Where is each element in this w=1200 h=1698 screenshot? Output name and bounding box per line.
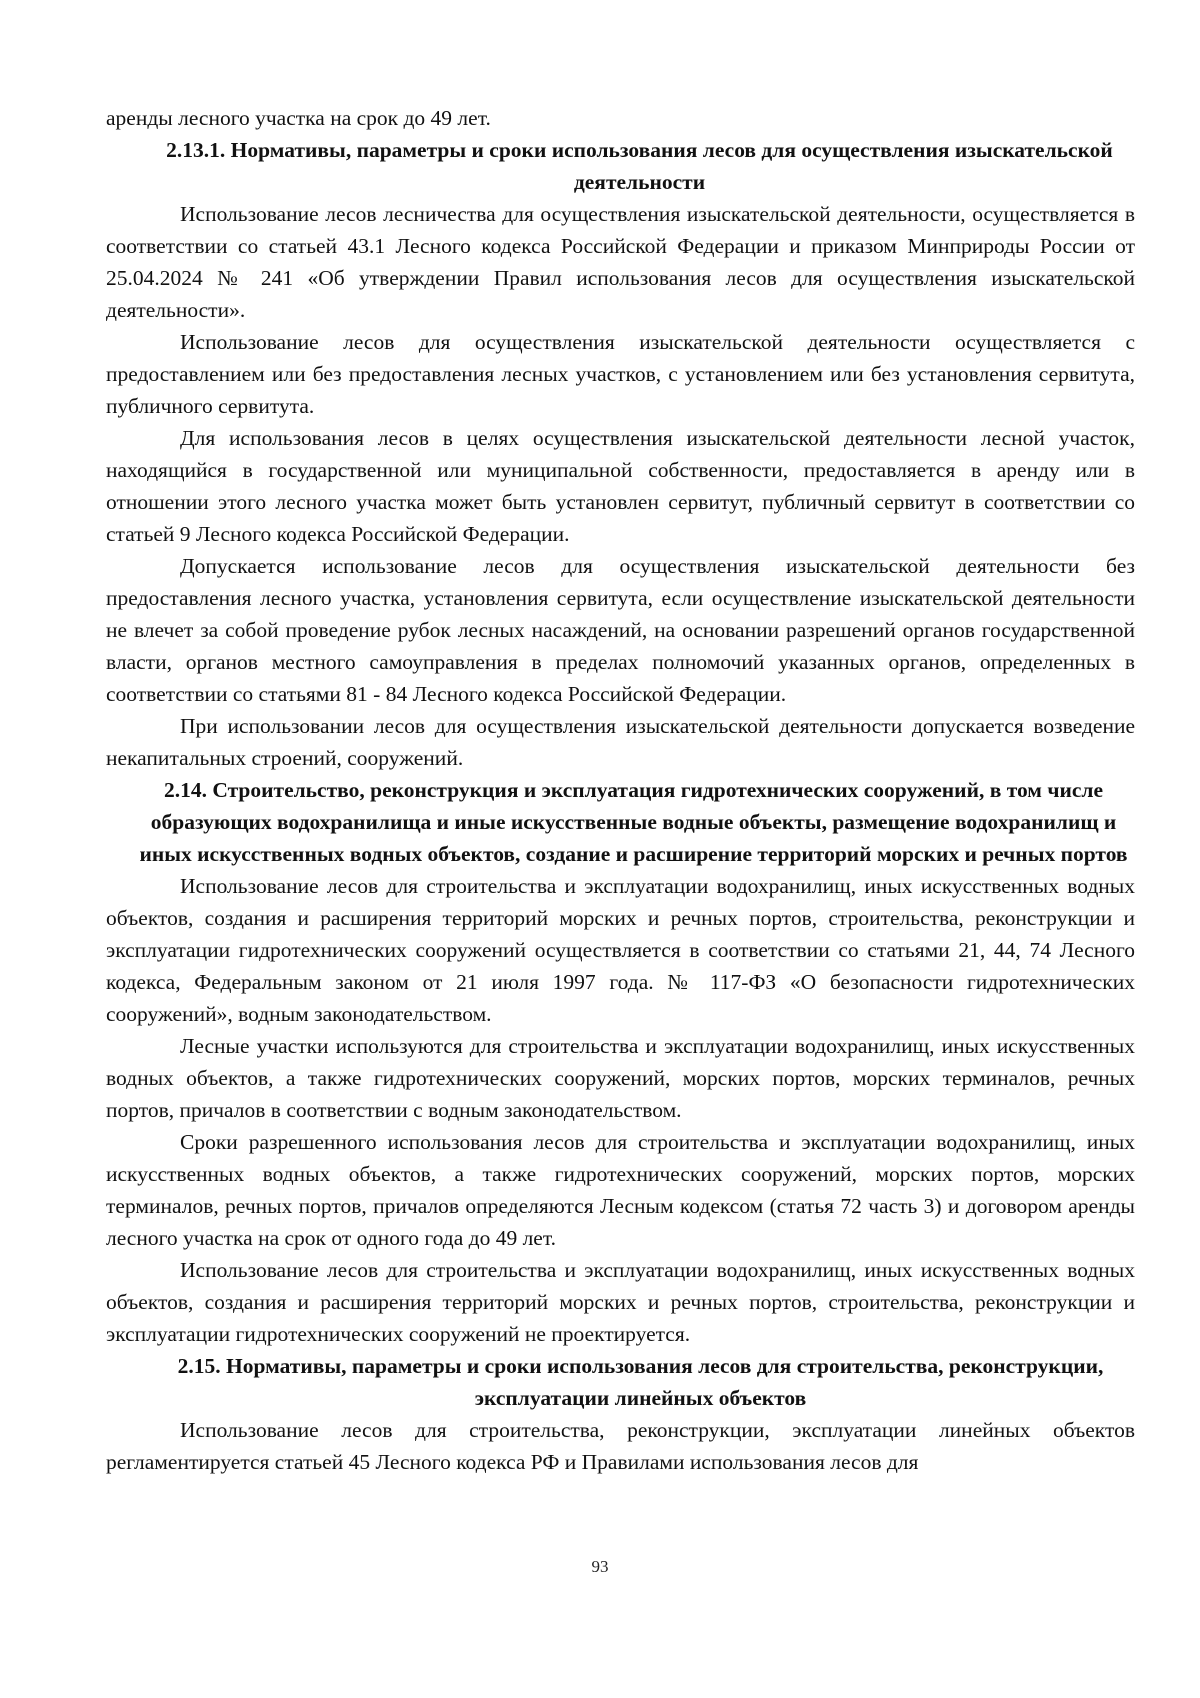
- page-number: 93: [591, 1557, 609, 1576]
- paragraph: Использование лесов для строительства, реконструкции, эксплуатации линейных объектов регламентируется статьей 45 Лесного кодекса РФ и Правилами использования лесов для: [106, 1418, 1135, 1474]
- continuation-line: аренды лесного участка на срок до 49 лет.: [106, 106, 491, 130]
- paragraph: Использование лесов лесничества для осуществления изыскательской деятельности, осуществляется в соответствии со статьей 43.1 Лесного кодекса Российской Федерации и приказом Минприроды России от 25.04.2024 № 241 «Об утверждении Правил использования лесов для осуществления изыскательской деятельности».: [106, 202, 1135, 322]
- section-heading-2-13-1: [106, 134, 1135, 198]
- paragraph: При использовании лесов для осуществления изыскательской деятельности допускается возведение некапитальных строений, сооружений.: [106, 714, 1135, 770]
- document-body: [106, 102, 1135, 1478]
- section-heading-2-13-1-text: 2.13.1. Нормативы, параметры и сроки использования лесов для осуществления изыскательской деятельности: [166, 138, 1113, 194]
- section-heading-2-14: [106, 774, 1135, 870]
- section-heading-2-14-text: 2.14. Строительство, реконструкция и эксплуатация гидротехнических сооружений, в том числе образующих водохранилища и иные искусственные водные объекты, размещение водохранилищ и иных искусственных водных объектов, создание и расширение территорий морских и речных портов: [139, 778, 1128, 866]
- paragraph: Для использования лесов в целях осуществления изыскательской деятельности лесной участок, находящийся в государственной или муниципальной собственности, предоставляется в аренду или в отношении этого лесного участка может быть установлен сервитут, публичный сервитут в соответствии со статьей 9 Лесного кодекса Российской Федерации.: [106, 426, 1135, 546]
- paragraph: Допускается использование лесов для осуществления изыскательской деятельности без предоставления лесного участка, установления сервитута, если осуществление изыскательской деятельности не влечет за собой проведение рубок лесных насаждений, на основании разрешений органов государственной власти, органов местного самоуправления в пределах полномочий указанных органов, определенных в соответствии со статьями 81 - 84 Лесного кодекса Российской Федерации.: [106, 554, 1135, 706]
- paragraph: Использование лесов для осуществления изыскательской деятельности осуществляется с предоставлением или без предоставления лесных участков, с установлением или без установления сервитута, публичного сервитута.: [106, 330, 1135, 418]
- paragraph: Использование лесов для строительства и эксплуатации водохранилищ, иных искусственных водных объектов, создания и расширения территорий морских и речных портов, строительства, реконструкции и эксплуатации гидротехнических сооружений осуществляется в соответствии со статьями 21, 44, 74 Лесного кодекса, Федеральным законом от 21 июля 1997 года. № 117-ФЗ «О безопасности гидротехнических сооружений», водным законодательством.: [106, 874, 1135, 1026]
- paragraph: Сроки разрешенного использования лесов для строительства и эксплуатации водохранилищ, иных искусственных водных объектов, а также гидротехнических сооружений, морских портов, морских терминалов, речных портов, причалов определяются Лесным кодексом (статья 72 часть 3) и договором аренды лесного участка на срок от одного года до 49 лет.: [106, 1130, 1135, 1250]
- paragraph: Использование лесов для строительства и эксплуатации водохранилищ, иных искусственных водных объектов, создания и расширения территорий морских и речных портов, строительства, реконструкции и эксплуатации гидротехнических сооружений не проектируется.: [106, 1258, 1135, 1346]
- paragraph: Лесные участки используются для строительства и эксплуатации водохранилищ, иных искусственных водных объектов, а также гидротехнических сооружений, морских портов, морских терминалов, речных портов, причалов в соответствии с водным законодательством.: [106, 1034, 1135, 1122]
- section-heading-2-15-text: 2.15. Нормативы, параметры и сроки использования лесов для строительства, реконструкции, эксплуатации линейных объектов: [177, 1354, 1104, 1410]
- section-heading-2-15: [106, 1350, 1135, 1414]
